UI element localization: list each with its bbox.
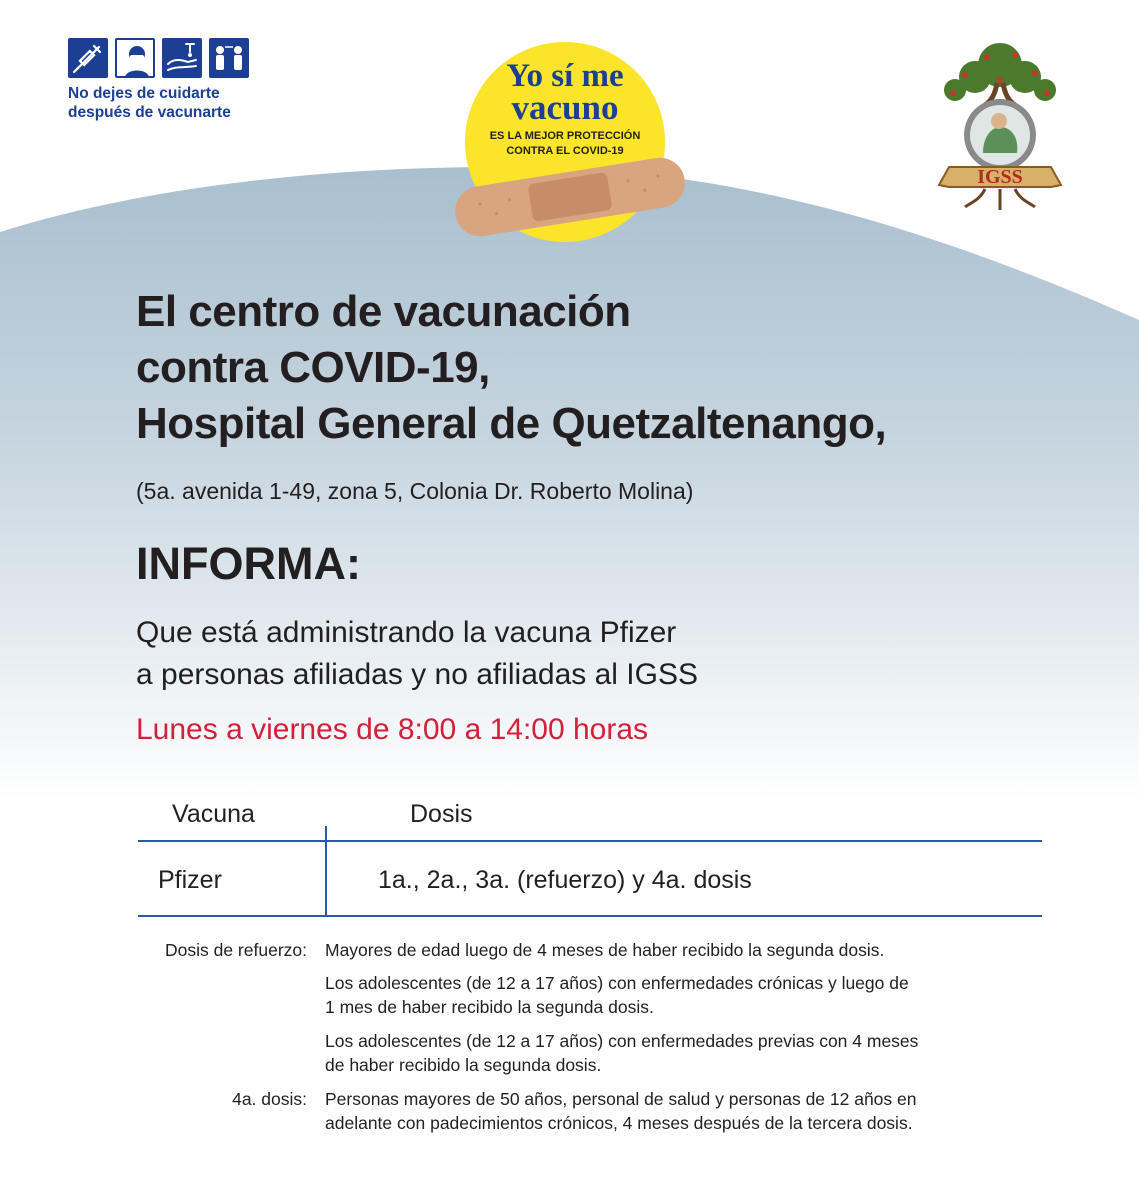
refuerzo-note-3 bbox=[325, 1029, 1045, 1077]
schedule: Lunes a viernes de 8:00 a 14:00 horas bbox=[136, 713, 649, 746]
title-line-1: El centro de vacunación bbox=[136, 287, 631, 336]
info-line-1: Que está administrando la vacuna Pfizer bbox=[136, 616, 677, 649]
vaccine-table bbox=[138, 798, 1042, 918]
table-header-divider bbox=[138, 840, 1042, 842]
sticker-heading-line-1: Yo sí me bbox=[506, 58, 624, 94]
main-title bbox=[136, 284, 886, 452]
info-text bbox=[136, 612, 698, 696]
cuarta-dosis-note bbox=[325, 1087, 1045, 1135]
handwash-icon bbox=[162, 38, 202, 78]
refuerzo-note-2-line-2: 1 mes de haber recibido la segunda dosis. bbox=[325, 997, 654, 1017]
refuerzo-note-2 bbox=[325, 971, 1045, 1019]
bandaid-icon bbox=[450, 150, 690, 245]
igss-logo-text: IGSS bbox=[977, 166, 1023, 188]
table-cell-vacuna: Pfizer bbox=[158, 866, 222, 894]
tagline-line-1: No dejes de cuidarte bbox=[68, 85, 220, 102]
refuerzo-note-1-text: Mayores de edad luego de 4 meses de haber recibido la segunda dosis. bbox=[325, 940, 885, 960]
sticker-heading-line-2: vacuno bbox=[511, 88, 619, 127]
info-line-2: a personas afiliadas y no afiliadas al IGSS bbox=[136, 658, 698, 691]
informa-heading: INFORMA: bbox=[136, 538, 361, 589]
cuarta-dosis-label: 4a. dosis: bbox=[232, 1089, 307, 1109]
address: (5a. avenida 1-49, zona 5, Colonia Dr. Roberto Molina) bbox=[136, 478, 694, 504]
refuerzo-note-3-line-1: Los adolescentes (de 12 a 17 años) con enfermedades previas con 4 meses bbox=[325, 1031, 919, 1051]
refuerzo-label: Dosis de refuerzo: bbox=[164, 940, 307, 960]
table-cell-dosis: 1a., 2a., 3a. (refuerzo) y 4a. dosis bbox=[378, 866, 752, 894]
cuarta-dosis-line-2: adelante con padecimientos crónicos, 4 meses después de la tercera dosis. bbox=[325, 1113, 913, 1133]
table-header-vacuna: Vacuna bbox=[172, 800, 255, 828]
health-icons-row bbox=[68, 38, 249, 78]
distance-icon bbox=[209, 38, 249, 78]
title-line-2: contra COVID-19, bbox=[136, 343, 490, 392]
mask-icon bbox=[115, 38, 155, 78]
refuerzo-note-3-line-2: de haber recibido la segunda dosis. bbox=[325, 1055, 602, 1075]
table-bottom-divider bbox=[138, 915, 1042, 917]
tagline bbox=[68, 84, 231, 122]
table-header-dosis: Dosis bbox=[410, 800, 473, 828]
refuerzo-note-1 bbox=[325, 938, 1045, 962]
syringe-icon bbox=[68, 38, 108, 78]
sticker-subtext-line-1: ES LA MEJOR PROTECCIÓN bbox=[489, 130, 641, 142]
tagline-line-2: después de vacunarte bbox=[68, 104, 231, 121]
title-line-3: Hospital General de Quetzaltenango, bbox=[136, 399, 887, 448]
cuarta-dosis-line-1: Personas mayores de 50 años, personal de salud y personas de 12 años en bbox=[325, 1089, 917, 1109]
sticker-subtext-line-2: CONTRA EL COVID-19 bbox=[506, 145, 624, 157]
igss-logo bbox=[925, 35, 1075, 213]
refuerzo-note-2-line-1: Los adolescentes (de 12 a 17 años) con enfermedades crónicas y luego de bbox=[325, 973, 909, 993]
